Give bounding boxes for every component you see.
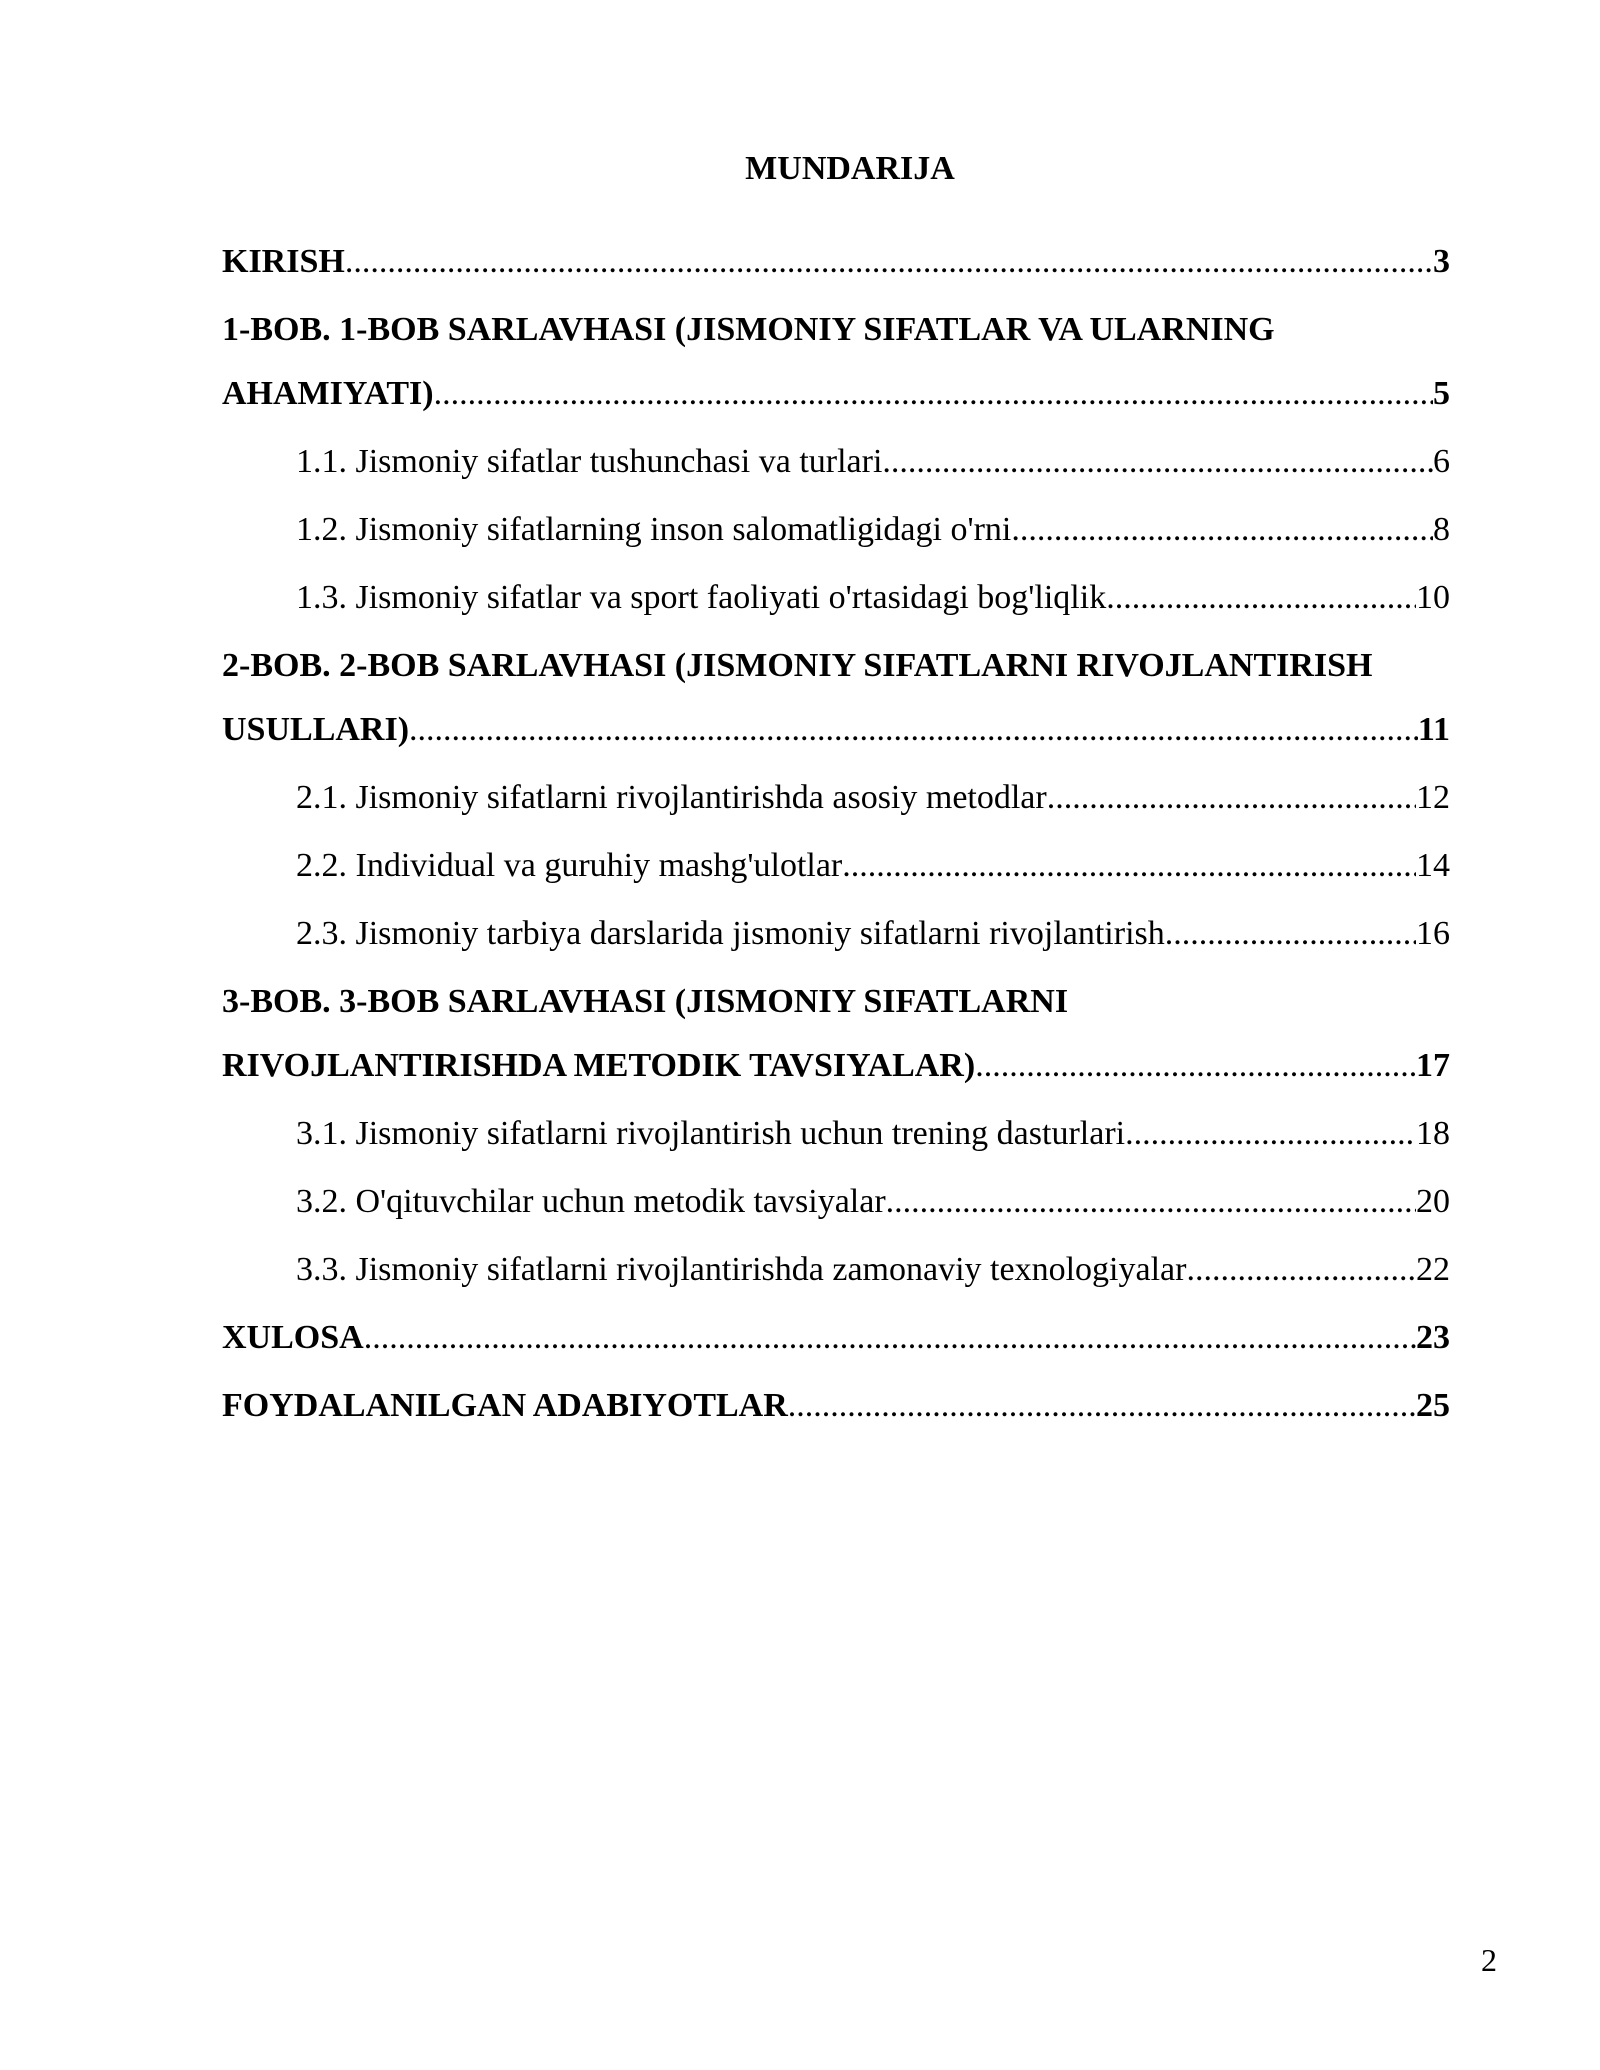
dot-leader xyxy=(1186,1250,1416,1290)
toc-entry-3-2[interactable] xyxy=(222,1182,1450,1222)
dot-leader xyxy=(409,710,1418,750)
toc-entry-page: 6 xyxy=(1433,443,1450,480)
toc-entry-page: 12 xyxy=(1416,779,1450,816)
toc-entry-title: 1.2. Jismoniy sifatlarning inson salomatligidagi o'rni xyxy=(296,511,1012,548)
toc-entry-title: 2.2. Individual va guruhiy mashg'ulotlar xyxy=(296,847,843,884)
toc-entry-page: 25 xyxy=(1416,1387,1450,1424)
toc-entry-1-3[interactable] xyxy=(222,578,1450,618)
toc-entry-title: 2.3. Jismoniy tarbiya darslarida jismoniy sifatlarni rivojlantirish xyxy=(296,915,1165,952)
toc-entry-xulosa[interactable] xyxy=(222,1318,1450,1358)
dot-leader xyxy=(975,1046,1416,1086)
toc-entry-page: 11 xyxy=(1417,711,1450,748)
toc-entry-3-3[interactable] xyxy=(222,1250,1450,1290)
toc-entry-title: AHAMIYATI) xyxy=(222,375,434,412)
dot-leader xyxy=(345,242,1433,282)
dot-leader xyxy=(1011,510,1433,550)
toc-entry-title: XULOSA xyxy=(222,1319,364,1356)
toc-entry-page: 10 xyxy=(1416,579,1450,616)
toc-chapter-2-title-line1[interactable]: 2-BOB. 2-BOB SARLAVHASI (JISMONIY SIFATLARNI RIVOJLANTIRISH xyxy=(222,647,1373,684)
toc-entry-title: 1.1. Jismoniy sifatlar tushunchasi va turlari xyxy=(296,443,883,480)
toc-entry-chapter-1[interactable] xyxy=(222,374,1450,414)
toc-entry-page: 8 xyxy=(1433,511,1450,548)
toc-entry-title: 2.1. Jismoniy sifatlarni rivojlantirishda asosiy metodlar xyxy=(296,779,1047,816)
toc-entry-page: 16 xyxy=(1416,915,1450,952)
dot-leader xyxy=(1125,1114,1416,1154)
toc-entry-title: KIRISH xyxy=(222,243,345,280)
toc-entry-page: 20 xyxy=(1416,1183,1450,1220)
toc-entry-2-3[interactable] xyxy=(222,914,1450,954)
toc-entry-page: 3 xyxy=(1433,243,1450,280)
toc-entry-chapter-2[interactable] xyxy=(222,710,1450,750)
page-number: 2 xyxy=(1481,1942,1497,1978)
toc-entry-2-2[interactable] xyxy=(222,846,1450,886)
dot-leader xyxy=(886,1182,1416,1222)
toc-entry-page: 14 xyxy=(1416,847,1450,884)
toc-chapter-1-title-line1[interactable]: 1-BOB. 1-BOB SARLAVHASI (JISMONIY SIFATLAR VA ULARNING xyxy=(222,311,1275,348)
dot-leader xyxy=(1165,914,1416,954)
dot-leader xyxy=(882,442,1433,482)
toc-entry-page: 23 xyxy=(1416,1319,1450,1356)
toc-chapter-3-title-line1[interactable]: 3-BOB. 3-BOB SARLAVHASI (JISMONIY SIFATLARNI xyxy=(222,983,1069,1020)
toc-entry-page: 17 xyxy=(1416,1047,1450,1084)
dot-leader xyxy=(434,374,1433,414)
toc-entry-2-1[interactable] xyxy=(222,778,1450,818)
toc-entry-title: 3.3. Jismoniy sifatlarni rivojlantirishda zamonaviy texnologiyalar xyxy=(296,1251,1187,1288)
dot-leader xyxy=(1047,778,1416,818)
dot-leader xyxy=(842,846,1416,886)
toc-entry-3-1[interactable] xyxy=(222,1114,1450,1154)
toc-entry-1-2[interactable] xyxy=(222,510,1450,550)
toc-entry-adabiyotlar[interactable] xyxy=(222,1386,1450,1426)
dot-leader xyxy=(1106,578,1416,618)
toc-entry-page: 18 xyxy=(1416,1115,1450,1152)
toc-entry-page: 22 xyxy=(1416,1251,1450,1288)
toc-entry-title: USULLARI) xyxy=(222,711,410,748)
page-title: MUNDARIJA xyxy=(745,150,955,187)
toc-entry-title: FOYDALANILGAN ADABIYOTLAR xyxy=(222,1387,788,1424)
toc-entry-title: 3.1. Jismoniy sifatlarni rivojlantirish uchun trening dasturlari xyxy=(296,1115,1126,1152)
toc-entry-chapter-3[interactable] xyxy=(222,1046,1450,1086)
dot-leader xyxy=(788,1386,1416,1426)
dot-leader xyxy=(364,1318,1416,1358)
toc-entry-page: 5 xyxy=(1433,375,1450,412)
toc-entry-1-1[interactable] xyxy=(222,442,1450,482)
toc-entry-title: 1.3. Jismoniy sifatlar va sport faoliyati o'rtasidagi bog'liqlik xyxy=(296,579,1107,616)
toc-entry-title: RIVOJLANTIRISHDA METODIK TAVSIYALAR) xyxy=(222,1047,976,1084)
toc-entry-title: 3.2. O'qituvchilar uchun metodik tavsiyalar xyxy=(296,1183,886,1220)
toc-entry-kirish[interactable] xyxy=(222,242,1450,282)
